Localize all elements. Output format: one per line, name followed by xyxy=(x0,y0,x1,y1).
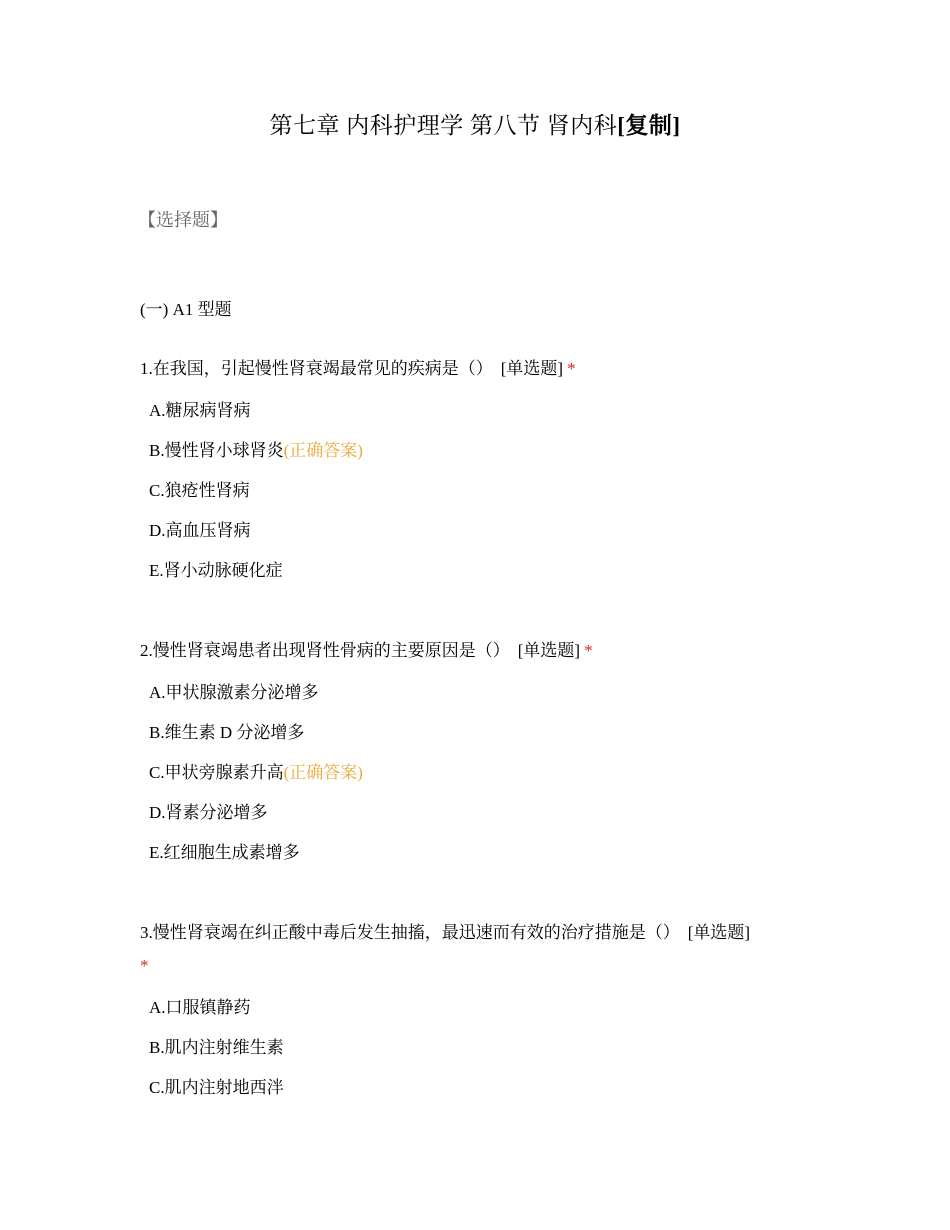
option-list xyxy=(140,391,820,591)
question-stem xyxy=(140,352,820,385)
option-c[interactable] xyxy=(140,471,820,511)
option-text: C.肌内注射地西泮 xyxy=(149,1078,284,1097)
page-title xyxy=(0,110,950,142)
option-text: B.肌内注射维生素 xyxy=(149,1038,284,1057)
option-d[interactable] xyxy=(140,511,820,551)
option-c[interactable] xyxy=(140,1068,820,1108)
question-stem xyxy=(140,634,820,667)
option-text: A.糖尿病肾病 xyxy=(149,401,251,420)
question-type: [单选题] xyxy=(500,359,564,378)
option-e[interactable] xyxy=(140,551,820,591)
option-d[interactable] xyxy=(140,793,820,833)
option-text: E.肾小动脉硬化症 xyxy=(149,561,283,580)
question-1 xyxy=(140,352,820,591)
option-a[interactable] xyxy=(140,673,820,713)
option-a[interactable] xyxy=(140,391,820,431)
required-marker: * xyxy=(584,641,593,660)
option-text: D.高血压肾病 xyxy=(149,521,251,540)
option-text: C.甲状旁腺素升高 xyxy=(149,763,284,782)
option-text: D.肾素分泌增多 xyxy=(149,803,268,822)
option-c[interactable] xyxy=(140,753,820,793)
question-stem xyxy=(140,916,820,982)
option-list xyxy=(140,988,820,1108)
option-text: A.口服镇静药 xyxy=(149,998,251,1017)
option-b[interactable] xyxy=(140,713,820,753)
option-e[interactable] xyxy=(140,833,820,873)
option-text: E.红细胞生成素增多 xyxy=(149,843,300,862)
required-marker: * xyxy=(567,359,576,378)
option-text: B.慢性肾小球肾炎 xyxy=(149,441,284,460)
page-title-main: 第七章 内科护理学 第八节 肾内科 xyxy=(269,113,618,138)
question-text: 2.慢性肾衰竭患者出现肾性骨病的主要原因是（） xyxy=(140,641,510,660)
correct-answer-mark: (正确答案) xyxy=(283,763,363,782)
option-b[interactable] xyxy=(140,1028,820,1068)
question-text: 1.在我国，引起慢性肾衰竭最常见的疾病是（） xyxy=(140,359,493,378)
option-b[interactable] xyxy=(140,431,820,471)
question-type: [单选题] xyxy=(687,923,751,942)
option-a[interactable] xyxy=(140,988,820,1028)
option-text: C.狼疮性肾病 xyxy=(149,481,250,500)
subsection-heading: (一) A1 型题 xyxy=(140,300,232,319)
copy-tag: [复制] xyxy=(617,113,681,138)
question-type: [单选题] xyxy=(517,641,581,660)
correct-answer-mark: (正确答案) xyxy=(283,441,363,460)
question-text: 3.慢性肾衰竭在纠正酸中毒后发生抽搐，最迅速而有效的治疗措施是（） xyxy=(140,923,680,942)
question-3 xyxy=(140,916,820,1108)
option-text: B.维生素 D 分泌增多 xyxy=(149,723,305,742)
option-text: A.甲状腺激素分泌增多 xyxy=(149,683,319,702)
section-label: 【选择题】 xyxy=(138,210,228,230)
option-list xyxy=(140,673,820,873)
required-marker: * xyxy=(140,956,149,975)
question-2 xyxy=(140,634,820,873)
